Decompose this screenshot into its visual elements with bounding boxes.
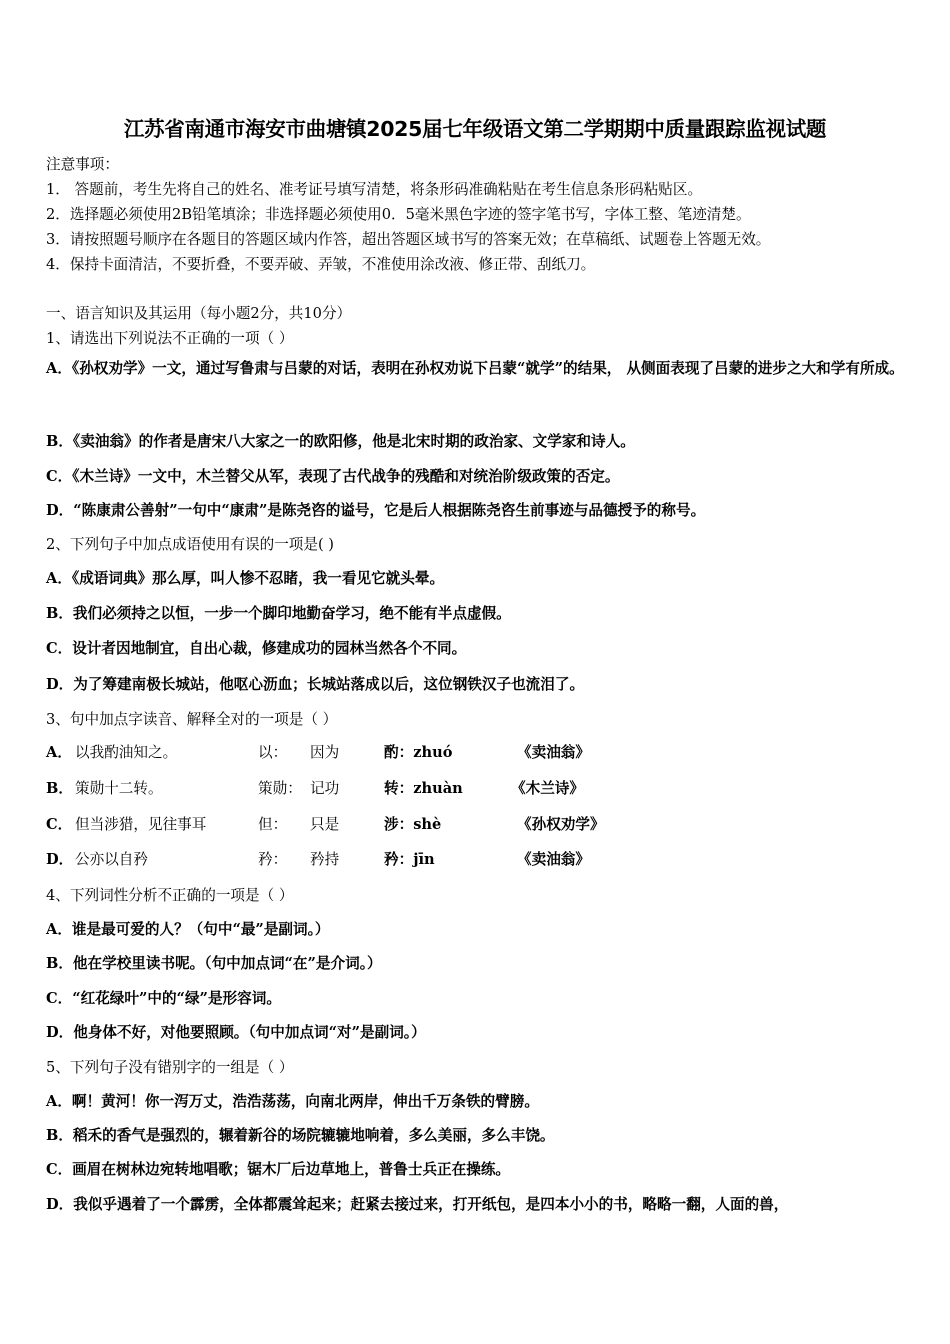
question-2-option-d: D．为了筹建南极长城站，他呕心沥血；长城站落成以后，这位钢铁汉子也流泪了。 bbox=[46, 676, 585, 693]
option-text: 以我酌油知之。 bbox=[75, 744, 178, 761]
notice-item-1: 1． 答题前，考生先将自己的姓名、准考证号填写清楚，将条形码准确粘贴在考生信息条形码粘贴区。 bbox=[46, 181, 703, 198]
word-meaning: 因为 bbox=[310, 744, 340, 761]
word-label: 策勋： bbox=[258, 780, 302, 797]
option-letter: C． bbox=[46, 816, 73, 833]
word-meaning: 矜持 bbox=[310, 851, 340, 868]
question-1-option-a: A．《孙权劝学》一文，通过写鲁肃与吕蒙的对话，表明在孙权劝说下吕蒙“就学”的结果， 从侧面表现了吕蒙的进步之大和学有所成。 bbox=[46, 360, 904, 377]
word-pinyin: 矜：jīn bbox=[384, 851, 435, 868]
question-2-option-a: A．《成语词典》那么厚，叫人惨不忍睹，我一看见它就头晕。 bbox=[46, 570, 445, 587]
source-title: 《孙权劝学》 bbox=[517, 816, 605, 833]
question-1-option-b: B．《卖油翁》的作者是唐宋八大家之一的欧阳修，他是北宋时期的政治家、文学家和诗人。 bbox=[46, 433, 635, 450]
word-label: 但： bbox=[258, 816, 288, 833]
word-pinyin: 转：zhuàn bbox=[384, 780, 463, 797]
question-5-option-c: C．画眉在树林边宛转地唱歌；锯木厂后边草地上，普鲁士兵正在操练。 bbox=[46, 1161, 511, 1178]
question-4-option-a: A．谁是最可爱的人？（句中“最”是副词。） bbox=[46, 921, 330, 938]
question-1-option-c: C．《木兰诗》一文中，木兰替父从军，表现了古代战争的残酷和对统治阶级政策的否定。 bbox=[46, 468, 620, 485]
source-title: 《木兰诗》 bbox=[511, 780, 584, 797]
question-4-option-d: D．他身体不好，对他要照顾。（句中加点词“对”是副词。） bbox=[46, 1024, 426, 1041]
question-5-option-d: D．我似乎遇着了一个霹雳，全体都震耸起来；赶紧去接过来，打开纸包，是四本小小的书，略略一翻，人面的兽， bbox=[46, 1196, 789, 1213]
notice-heading: 注意事项： bbox=[46, 156, 119, 173]
source-title: 《卖油翁》 bbox=[517, 851, 590, 868]
word-label: 矜： bbox=[258, 851, 288, 868]
question-3-stem: 3、句中加点字读音、解释全对的一项是（ ） bbox=[46, 711, 338, 728]
question-5-option-a: A．啊！黄河！你一泻万丈，浩浩荡荡，向南北两岸，伸出千万条铁的臂膀。 bbox=[46, 1093, 539, 1110]
question-2-option-c: C．设计者因地制宜，自出心裁，修建成功的园林当然各个不同。 bbox=[46, 640, 467, 657]
option-letter: A． bbox=[46, 744, 72, 761]
source-title: 《卖油翁》 bbox=[517, 744, 590, 761]
question-4-option-c: C．“红花绿叶”中的“绿”是形容词。 bbox=[46, 990, 281, 1007]
option-letter: B． bbox=[46, 780, 73, 797]
word-pinyin: 涉：shè bbox=[384, 816, 442, 833]
option-text: 公亦以自矜 bbox=[75, 851, 148, 868]
question-1-option-d: D．“陈康肃公善射”一句中“康肃”是陈尧咨的谥号，它是后人根据陈尧咨生前事迹与品德授予的称号。 bbox=[46, 502, 706, 519]
option-text: 策勋十二转。 bbox=[75, 780, 163, 797]
question-5-stem: 5、下列句子没有错别字的一组是（ ） bbox=[46, 1059, 294, 1076]
page-title: 江苏省南通市海安市曲塘镇2025届七年级语文第二学期期中质量跟踪监视试题 bbox=[123, 117, 827, 141]
question-2-stem: 2、下列句子中加点成语使用有误的一项是( ) bbox=[46, 536, 335, 553]
word-meaning: 记功 bbox=[310, 780, 340, 797]
notice-item-4: 4．保持卡面清洁，不要折叠，不要弄破、弄皱，不准使用涂改液、修正带、刮纸刀。 bbox=[46, 256, 596, 273]
section-heading: 一、语言知识及其运用（每小题2分，共10分） bbox=[46, 305, 352, 322]
word-label: 以： bbox=[258, 744, 288, 761]
question-4-stem: 4、下列词性分析不正确的一项是（ ） bbox=[46, 887, 294, 904]
word-pinyin: 酌：zhuó bbox=[384, 744, 453, 761]
word-meaning: 只是 bbox=[310, 816, 340, 833]
question-4-option-b: B．他在学校里读书呢。（句中加点词“在”是介词。） bbox=[46, 955, 382, 972]
question-5-option-b: B．稻禾的香气是强烈的，辗着新谷的场院辘辘地响着，多么美丽，多么丰饶。 bbox=[46, 1127, 555, 1144]
question-1-stem: 1、请选出下列说法不正确的一项（ ） bbox=[46, 330, 294, 347]
question-2-option-b: B．我们必须持之以恒，一步一个脚印地勤奋学习，绝不能有半点虚假。 bbox=[46, 605, 511, 622]
notice-item-2: 2．选择题必须使用2B铅笔填涂；非选择题必须使用0．5毫米黑色字迹的签字笔书写，字体工整、笔迹清楚。 bbox=[46, 206, 751, 223]
option-text: 但当涉猎，见往事耳 bbox=[75, 816, 207, 833]
option-letter: D． bbox=[46, 851, 74, 868]
notice-item-3: 3．请按照题号顺序在各题目的答题区域内作答，超出答题区域书写的答案无效；在草稿纸、试题卷上答题无效。 bbox=[46, 231, 771, 248]
